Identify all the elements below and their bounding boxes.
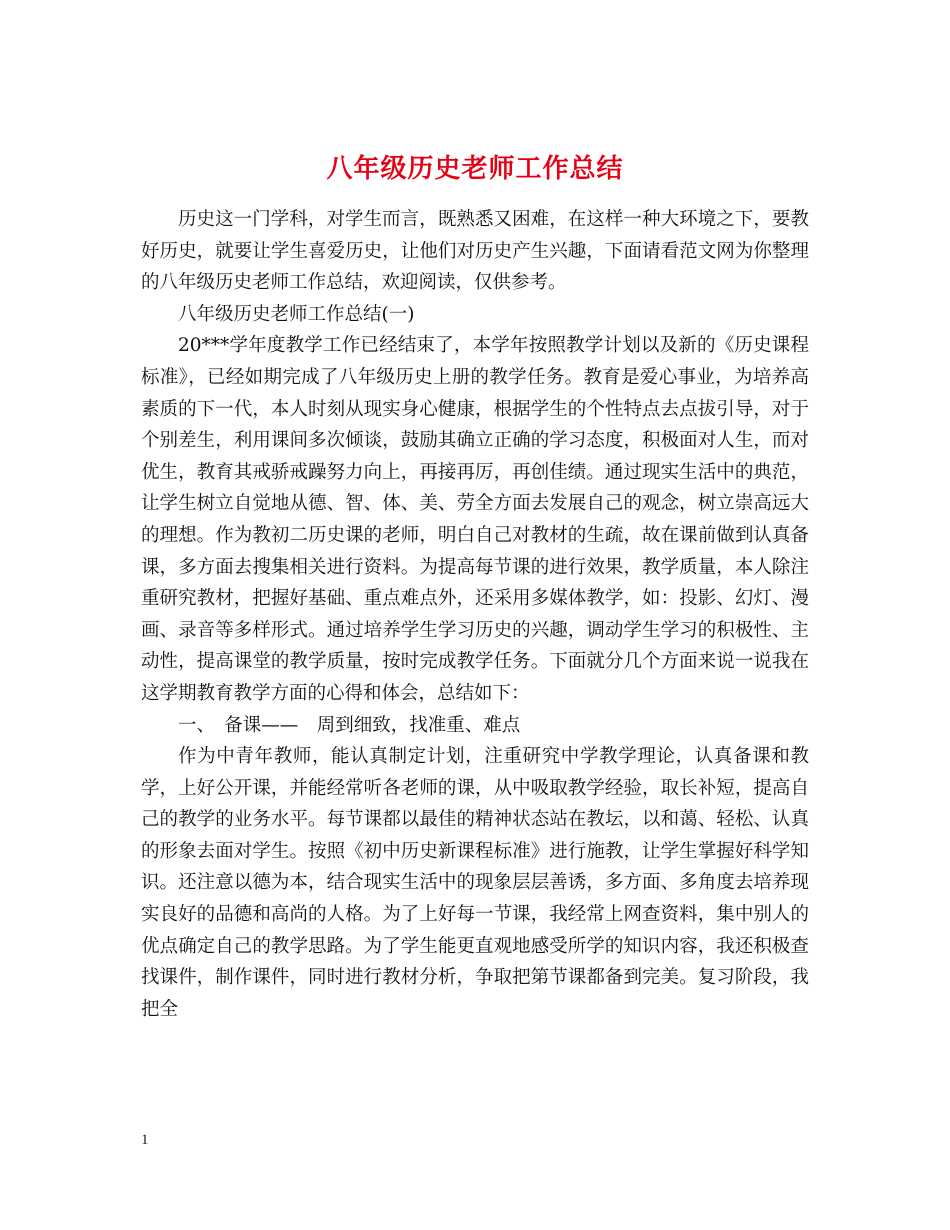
intro-paragraph: 历史这一门学科，对学生而言，既熟悉又困难，在这样一种大环境之下，要教好历史，就要让学生喜爱历史，让他们对历史产生兴趣，下面请看范文网为你整理的八年级历史老师工作总结，欢迎阅读，仅供参考。	[141, 209, 809, 294]
body-paragraph-1: 20***学年度教学工作已经结束了，本学年按照教学计划以及新的《历史课程标准》，已经如期完成了八年级历史上册的教学任务。教育是爱心事业，为培养高素质的下一代，本人时刻从现实身心健康，根据学生的个性特点去点拔引导，对于个别差生，利用课间多次倾谈，鼓励其确立正确的学习态度，积极面对人生，而对优生，教育其戒骄戒躁努力向上，再接再厉，再创佳绩。通过现实生活中的典范，让学生树立自觉地从德、智、体、美、劳全方面去发展自己的观念，树立崇高远大的理想。作为教初二历史课的老师，明白自己对教材的生疏，故在课前做到认真备课，多方面去搜集相关进行资料。为提高每节课的进行效果，教学质量，本人除注重研究教材，把握好基础、重点难点外，还采用多媒体教学，如：投影、幻灯、漫画、录音等多样形式。通过培养学生学习历史的兴趣，调动学生学习的积极性、主动性，提高课堂的教学质量，按时完成教学任务。下面就分几个方面来说一说我在这学期教育教学方面的心得和体会，总结如下：	[141, 335, 809, 704]
document-title: 八年级历史老师工作总结	[326, 154, 624, 185]
body-paragraph-2: 作为中青年教师，能认真制定计划，注重研究中学教学理论，认真备课和教学，上好公开课，并能经常听各老师的课，从中吸取教学经验，取长补短，提高自己的教学的业务水平。每节课都以最佳的精神状态站在教坛，以和蔼、轻松、认真的形象去面对学生。按照《初中历史新课程标准》进行施教，让学生掌握好科学知识。还注意以德为本，结合现实生活中的现象层层善诱，多方面、多角度去培养现实良好的品德和高尚的人格。为了上好每一节课，我经常上网查资料，集中别人的优点确定自己的教学思路。为了学生能更直观地感受所学的知识内容，我还积极查找课件，制作课件，同时进行教材分析，争取把第节课都备到完美。复习阶段，我把全	[141, 746, 809, 1020]
section-heading-1: 八年级历史老师工作总结(一)	[178, 303, 415, 325]
page-number: 1	[141, 1132, 149, 1148]
subsection-heading-1: 一、 备课—— 周到细致，找准重、难点	[178, 714, 521, 736]
document-body	[141, 204, 809, 1025]
